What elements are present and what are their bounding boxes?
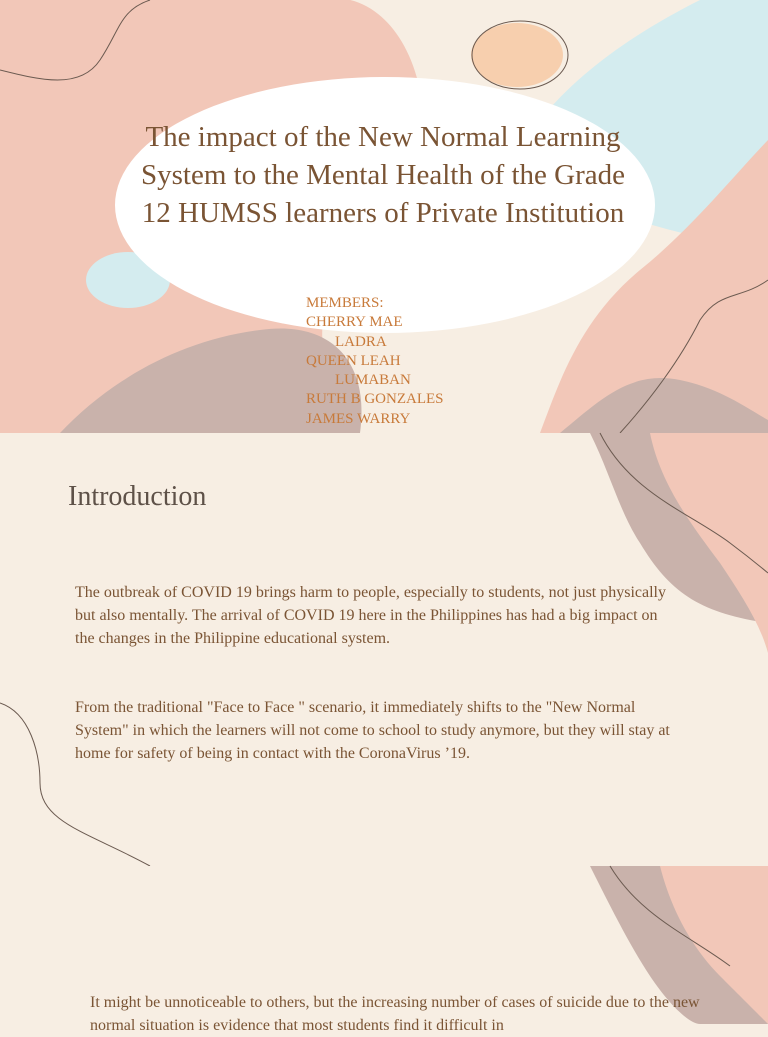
member-name: RUTH B GONZALES	[306, 391, 444, 408]
introduction-heading: Introduction	[68, 481, 207, 512]
third-slide-paragraph: It might be unnoticeable to others, but the increasing number of cases of suicide due to the new normal situation is evidence that most students find it difficult in	[90, 994, 700, 1034]
presentation-title: The impact of the New Normal Learning System to the Mental Health of the Grade 12 HUMSS learners of Private Institution	[140, 121, 625, 229]
members-list	[306, 294, 506, 429]
member-name: CHERRY MAE	[306, 314, 403, 331]
title-slide	[0, 0, 768, 433]
member-name: LUMABAN	[335, 372, 411, 389]
introduction-paragraph-2: From the traditional "Face to Face " scenario, it immediately shifts to the "New Normal System" in which the learners will not come to school to study anymore, but they will stay at home for safety of being in contact with the CoronaVirus ’19.	[75, 699, 670, 762]
member-name: QUEEN LEAH	[306, 352, 401, 369]
introduction-paragraph-1: The outbreak of COVID 19 brings harm to people, especially to students, not just physically but also mentally. The arrival of COVID 19 here in the Philippines has had a big impact on the changes in the Philippine educational system.	[75, 584, 666, 647]
third-slide	[0, 866, 768, 1034]
member-name: LADRA	[335, 333, 387, 350]
member-name: JAMES WARRY	[306, 410, 411, 427]
introduction-slide	[0, 433, 768, 866]
members-heading: MEMBERS:	[306, 295, 384, 311]
